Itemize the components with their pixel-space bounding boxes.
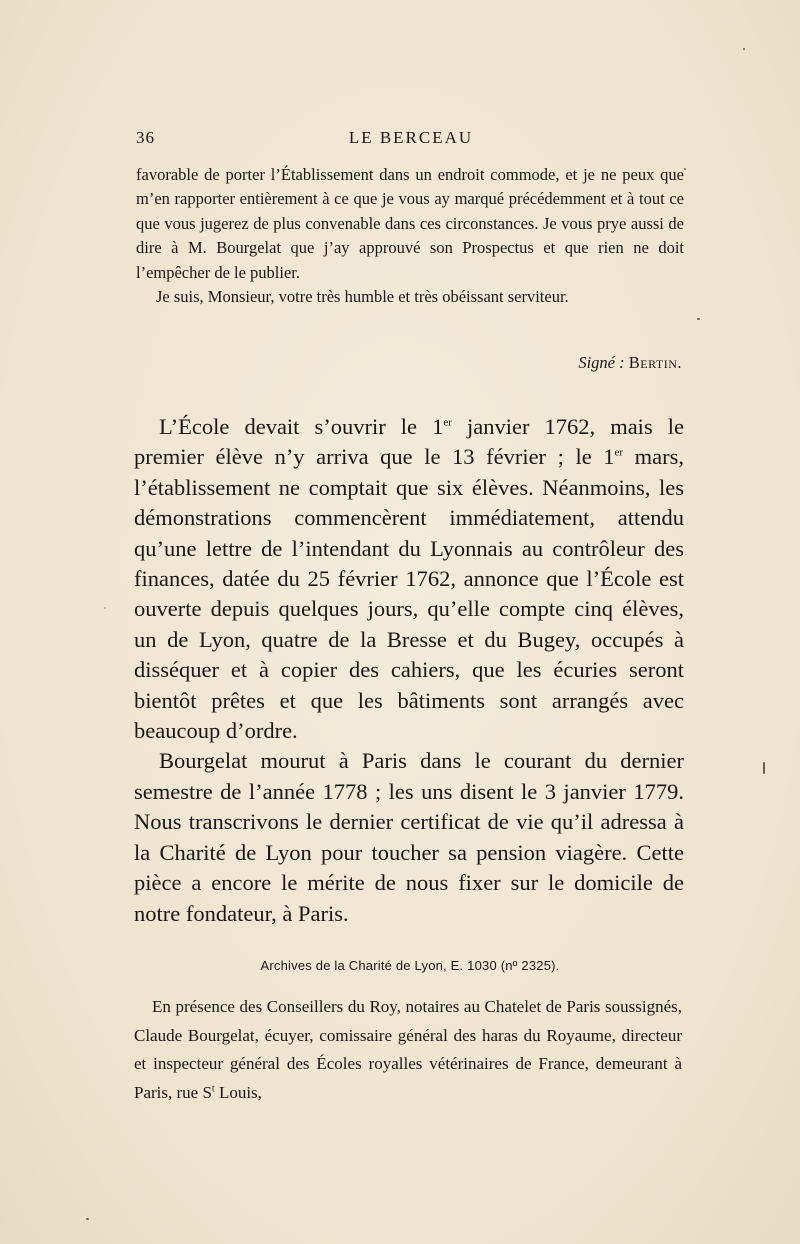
paper-speck	[684, 168, 686, 170]
archive-reference: Archives de la Charité de Lyon, E. 1030 (nº 2325).	[260, 958, 560, 973]
paragraph-text: janvier 1762, mais le premier élève n’y arriva que le 13 février ; le 1	[134, 414, 684, 470]
superscript: er	[443, 416, 452, 429]
letter-signature	[136, 353, 684, 373]
running-title: LE BERCEAU	[348, 128, 474, 147]
main-text	[134, 412, 684, 929]
letter-closing: Je suis, Monsieur, votre très humble et très obéissant serviteur.	[156, 287, 569, 307]
paper-speck	[86, 1218, 89, 1220]
deed-paragraph	[134, 993, 682, 1107]
paragraph-text: mars, l’établissement ne comptait que six élèves. Néanmoins, les démonstrations commencèrent immédiatement, attendu qu’une lettre de l’intendant du Lyonnais au contrôleur des finances, datée du 25 février 1762, annonce que l’École est ouverte depuis quelques jours, qu’elle compte cinq élèves, un de Lyon, quatre de la Bresse et du Bugey, occupés à disséquer et à copier des cahiers, que les écuries seront bientôt prêtes et que les bâtiments sont arrangés avec beaucoup d’ordre.	[134, 444, 684, 744]
page-number: 36	[136, 128, 155, 147]
paragraph-text: En présence des Conseillers du Roy, notaires au Chatelet de Paris soussignés, Claude Bourgelat, écuyer, comissaire général des haras du Royaume, directeur et inspecteur général des Écoles royalles vétérinaires de France, demeurant à Paris, rue S	[134, 997, 682, 1102]
paper-speck	[697, 318, 700, 320]
signer-name: Bertin.	[628, 353, 682, 372]
quoted-letter	[136, 163, 684, 309]
superscript: er	[614, 446, 624, 459]
paper-speck	[763, 762, 765, 774]
signed-label: Signé :	[578, 353, 625, 372]
deed-text	[134, 993, 682, 1107]
superscript: t	[211, 1082, 215, 1094]
paper-speck	[104, 607, 106, 609]
paragraph-text: L’École devait s’ouvrir le 1	[159, 414, 444, 439]
paragraph-school-opening	[134, 412, 684, 746]
paragraph-text: Louis,	[214, 1082, 262, 1102]
paper-speck	[743, 48, 745, 50]
paragraph-bourgelat-death: Bourgelat mourut à Paris dans le courant du dernier semestre de l’année 1778 ; les uns disent le 3 janvier 1779. Nous transcrivons le dernier certificat de vie qu’il adressa à la Charité de Lyon pour toucher sa pension viagère. Cette pièce a encore le mérite de nous fixer sur le domicile de notre fondateur, à Paris.	[134, 748, 684, 926]
page-header	[136, 128, 686, 152]
letter-paragraph: favorable de porter l’Établissement dans un endroit commode, et je ne peux que m’en rapporter entièrement à ce que je vous ay marqué précédemment et à tout ce que vous jugerez de plus convenable dans ces circonstances. Je vous prye aussi de dire à M. Bourgelat que j’ay approuvé son Prospectus et que rien ne doit l’empêcher de le publier.	[136, 165, 684, 282]
